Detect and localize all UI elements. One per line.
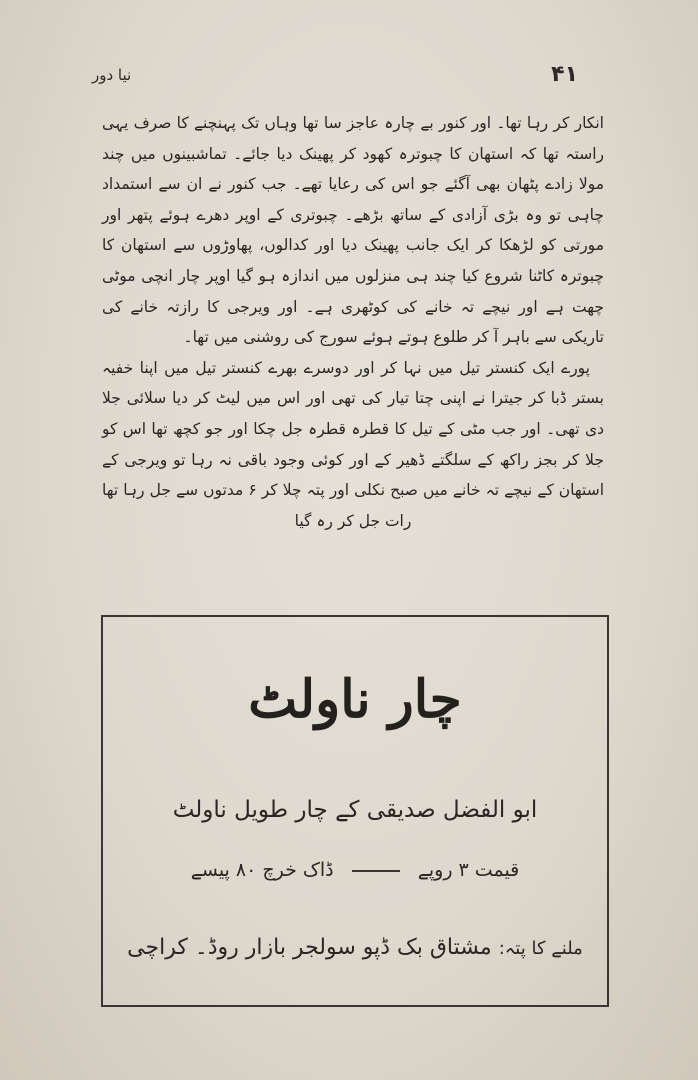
advertisement-box <box>101 615 609 1007</box>
price: قیمت ۳ روپے <box>417 859 520 881</box>
postage: ڈاک خرچ ۸۰ پیسے <box>190 859 334 881</box>
body-text <box>102 108 604 536</box>
publisher-address <box>111 935 599 960</box>
address-label: ملنے کا پتہ: <box>498 938 583 959</box>
advertisement-title: چار ناولٹ <box>248 669 462 730</box>
page-number: ۴۱ <box>551 62 578 87</box>
page-header <box>92 62 578 94</box>
price-separator <box>352 870 400 872</box>
advertisement-subtitle: ابو الفضل صدیقی کے چار طویل ناولٹ <box>172 797 538 823</box>
price-row <box>103 859 607 881</box>
address: مشتاق بک ڈپو سولجر بازار روڈ۔ کراچی <box>127 935 492 960</box>
paragraph: انکار کر رہا تھا۔ اور کنور بے چارہ عاجز سا تھا وہاں تک پہنچنے کا صرف یہی راستہ تھا کہ استھان کا چبوترہ کھود کر پھینک دیا جائے۔ تماشبینوں میں چند مولا زادے پٹھان بھی آگئے جو اس کی رعایا تھے۔ جب کنور نے ان سے استمداد چاہی تو وہ بڑی آزادی کے ساتھ بڑھے۔ چبوتری کے اوپر دھرے ہوئے پتھر اور مورتی کو لڑھکا کر ایک جانب پھینک دیا اور کدالوں، پھاوڑوں سے استھان کا چبوترہ کاٹنا شروع کیا چند ہی منزلوں میں اندازہ ہو گیا اوپر چار انچی موٹی چھت ہے اور نیچے تہ خانے کی کوٹھری ہے۔ اور ویرجی کا رازتہ خانے کی تاریکی سے باہر آ کر طلوع ہوتے ہوئے سورج کی روشنی میں تھا۔ <box>102 114 604 347</box>
paragraph: پورے ایک کنستر تیل میں نہا کر اور دوسرے بھرے کنستر تیل میں اپنا خفیہ بستر ڈبا کر جیترا نے اپنی چتا تیار کی تھی اور اس میں لیٹ کر دیا سلائی جلا دی تھی۔ اور جب مٹی کے تیل کا قطرہ قطرہ جل چکا اور جو کچھ تھا اس کو جلا کر بجز راکھ کے سلگتے ڈھیر کے اور کوئی وجود باقی نہ رہا تو ویرجی کے استھان کے نیچے تہ خانے میں صبح نکلی اور پتہ چلا کر ۶ مدتوں سے جل رہا تھا رات جل کر رہ گیا <box>102 358 604 530</box>
running-title: نیا دور <box>92 66 132 84</box>
